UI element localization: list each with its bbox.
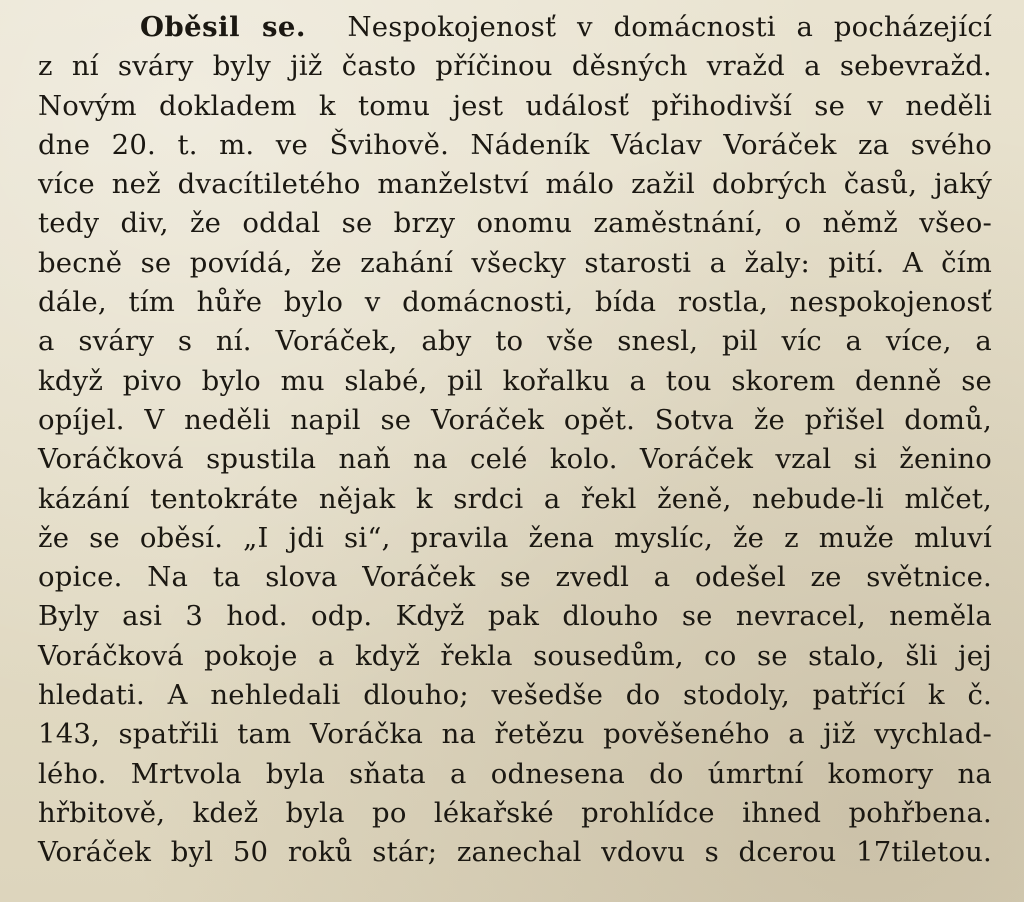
article-line-19: 143, spatřili tam Voráčka na řetězu pověšeného a již vychlad- xyxy=(38,718,992,751)
article-line-7: becně se povídá, že zahání všecky starosti a žaly: pití. A čím xyxy=(38,246,992,279)
article-line-21: hřbitově, kdež byla po lékařské prohlídce ihned pohřbena. xyxy=(38,796,992,829)
article-line-2: z ní sváry byly již často příčinou děsných vražd a sebevražd. xyxy=(38,50,992,83)
article-line-14: že se oběsí. „I jdi si“, pravila žena myslíc, že z muže mluví xyxy=(38,521,992,554)
article-line-16: Byly asi 3 hod. odp. Když pak dlouho se nevracel, neměla xyxy=(38,600,992,633)
article-line-12: Voráčková spustila naň na celé kolo. Voráček vzal si ženino xyxy=(38,443,992,476)
article-text: Nespokojenosť v domácnosti a pocházející xyxy=(347,11,993,43)
article-line-15: opice. Na ta slova Voráček se zvedl a odešel ze světnice. xyxy=(38,561,992,594)
article-line-8: dále, tím hůře bylo v domácnosti, bída rostla, nespokojenosť xyxy=(38,286,992,319)
article-line-18: hledati. A nehledali dlouho; vešedše do stodoly, patřící k č. xyxy=(38,679,992,712)
article-line-4: dne 20. t. m. ve Švihově. Nádeník Václav Voráček za svého xyxy=(38,128,992,161)
news-article xyxy=(38,8,992,873)
article-line-3: Novým dokladem k tomu jest událosť přihodivší se v neděli xyxy=(38,89,992,122)
article-line-5: více než dvacítiletého manželství málo zažil dobrých časů, jaký xyxy=(38,168,992,201)
article-line-17: Voráčková pokoje a když řekla sousedům, co se stalo, šli jej xyxy=(38,639,992,672)
article-headline: Oběsil se. xyxy=(140,11,307,43)
article-line-22: Voráček byl 50 roků stár; zanechal vdovu s dcerou 17tiletou. xyxy=(38,836,992,869)
article-line-10: když pivo bylo mu slabé, pil kořalku a tou skorem denně se xyxy=(38,364,992,397)
article-line-9: a sváry s ní. Voráček, aby to vše snesl, pil víc a více, a xyxy=(38,325,992,358)
article-line-20: lého. Mrtvola byla sňata a odnesena do úmrtní komory na xyxy=(38,757,992,790)
article-line-11: opíjel. V neděli napil se Voráček opět. Sotva že přišel domů, xyxy=(38,403,992,436)
article-line-1 xyxy=(38,8,992,47)
article-line-6: tedy div, že oddal se brzy onomu zaměstnání, o němž všeo- xyxy=(38,207,992,240)
article-line-13: kázání tentokráte nějak k srdci a řekl ženě, nebude-li mlčet, xyxy=(38,482,992,515)
